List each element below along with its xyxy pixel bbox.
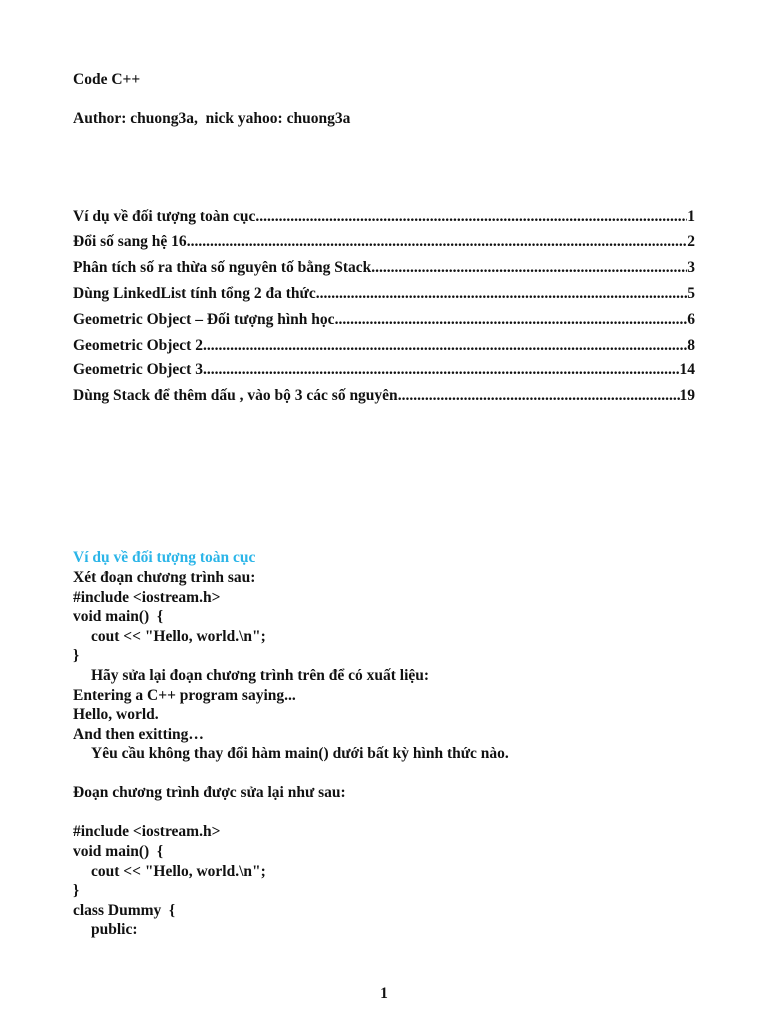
section-intro: Xét đoạn chương trình sau: bbox=[73, 569, 256, 586]
toc-entry-title: Geometric Object 2 bbox=[73, 337, 203, 354]
toc-leader-dots bbox=[203, 360, 680, 380]
toc-entry-page: 14 bbox=[679, 361, 695, 378]
toc-entry-title: Geometric Object – Đối tượng hình học bbox=[73, 311, 335, 328]
toc-entry-title: Geometric Object 3 bbox=[73, 361, 203, 378]
toc-leader-dots bbox=[187, 232, 688, 252]
page-number: 1 bbox=[380, 985, 388, 1002]
toc-entry[interactable] bbox=[73, 258, 695, 278]
code-line: void main() { bbox=[73, 843, 164, 860]
toc-entry-title: Đổi số sang hệ 16 bbox=[73, 233, 187, 250]
author-line: Author: chuong3a, nick yahoo: chuong3a bbox=[73, 110, 351, 127]
code-line: } bbox=[73, 647, 80, 664]
toc-entry-page: 6 bbox=[687, 311, 695, 328]
toc-leader-dots bbox=[371, 258, 687, 278]
toc-entry-title: Dùng LinkedList tính tổng 2 đa thức bbox=[73, 285, 316, 302]
toc-entry-page: 5 bbox=[687, 285, 695, 302]
code-line: #include <iostream.h> bbox=[73, 589, 221, 606]
fixed-intro: Đoạn chương trình được sửa lại như sau: bbox=[73, 784, 346, 801]
code-line: class Dummy { bbox=[73, 902, 176, 919]
toc-leader-dots bbox=[203, 336, 687, 356]
toc-entry[interactable] bbox=[73, 310, 695, 330]
task-text: Hãy sửa lại đoạn chương trình trên để có xuất liệu: bbox=[91, 667, 430, 684]
code-line: } bbox=[73, 882, 80, 899]
toc-entry-page: 19 bbox=[679, 387, 695, 404]
code-line: #include <iostream.h> bbox=[73, 823, 221, 840]
code-line: void main() { bbox=[73, 608, 164, 625]
output-line: And then exitting… bbox=[73, 726, 204, 743]
code-line: cout << "Hello, world.\n"; bbox=[91, 628, 266, 645]
toc-leader-dots bbox=[255, 207, 687, 227]
toc-entry-title: Ví dụ về đối tượng toàn cục bbox=[73, 208, 256, 225]
toc-entry[interactable] bbox=[73, 336, 695, 356]
doc-title: Code C++ bbox=[73, 71, 141, 88]
toc-leader-dots bbox=[398, 386, 680, 406]
code-line: public: bbox=[91, 921, 138, 938]
requirement-text: Yêu cầu không thay đổi hàm main() dưới bất kỳ hình thức nào. bbox=[91, 745, 509, 762]
toc-entry-page: 3 bbox=[687, 259, 695, 276]
toc-entry[interactable] bbox=[73, 284, 695, 304]
output-line: Hello, world. bbox=[73, 706, 159, 723]
toc-leader-dots bbox=[335, 310, 688, 330]
toc-entry[interactable] bbox=[73, 386, 695, 406]
toc-entry-page: 8 bbox=[687, 337, 695, 354]
toc-entry[interactable] bbox=[73, 360, 695, 380]
code-line: cout << "Hello, world.\n"; bbox=[91, 863, 266, 880]
toc-entry-title: Phân tích số ra thừa số nguyên tố bằng Stack bbox=[73, 259, 372, 276]
toc-entry-title: Dùng Stack để thêm dấu , vào bộ 3 các số nguyên bbox=[73, 387, 398, 404]
toc-entry[interactable] bbox=[73, 207, 695, 227]
toc-entry-page: 1 bbox=[687, 208, 695, 225]
section-heading: Ví dụ về đối tượng toàn cục bbox=[73, 549, 256, 566]
toc-entry-page: 2 bbox=[687, 233, 695, 250]
toc-leader-dots bbox=[316, 284, 688, 304]
toc-entry[interactable] bbox=[73, 232, 695, 252]
output-line: Entering a C++ program saying... bbox=[73, 687, 296, 704]
